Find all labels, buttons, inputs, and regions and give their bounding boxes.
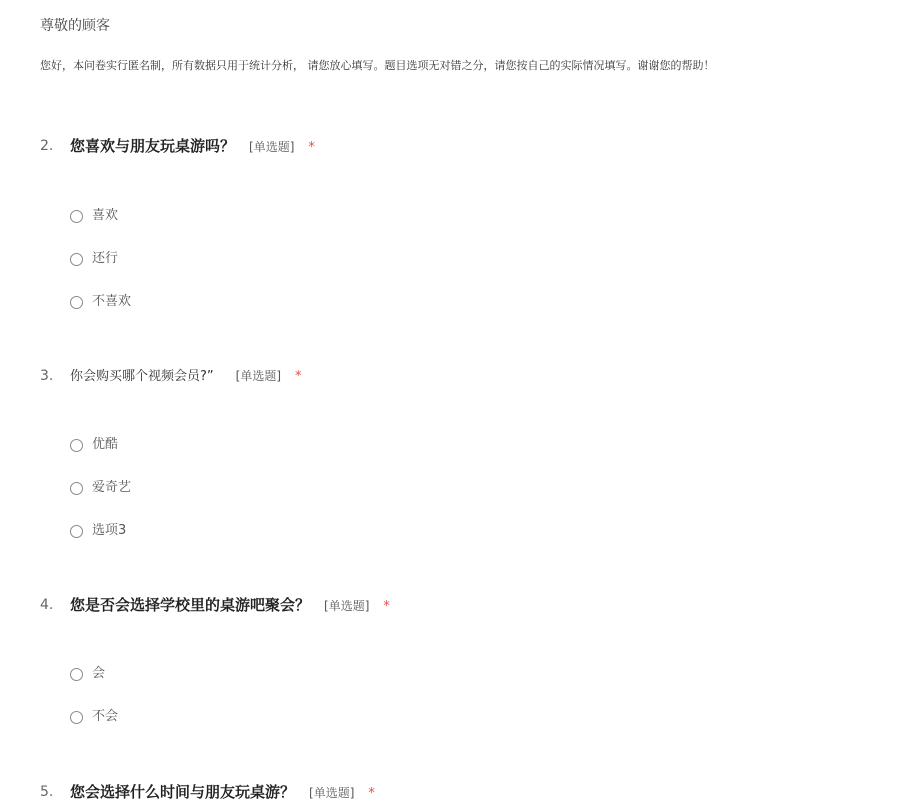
question-type-badge: [单选题] [324, 599, 370, 613]
radio-circle-icon[interactable] [70, 253, 83, 266]
required-marker: * [308, 140, 315, 155]
radio-circle-icon[interactable] [70, 525, 83, 538]
required-marker: * [368, 786, 375, 801]
question-title [70, 781, 375, 805]
question-title [70, 135, 315, 159]
option-label: 会 [92, 666, 106, 681]
option-label: 不喜欢 [92, 294, 132, 309]
radio-circle-icon[interactable] [70, 482, 83, 495]
question-text: 您喜欢与朋友玩桌游吗？ [70, 137, 236, 155]
option-label: 选项3 [92, 523, 127, 538]
option-radio[interactable] [70, 292, 131, 312]
question-type-badge: [单选题] [249, 140, 295, 154]
option-label: 爱奇艺 [92, 480, 132, 495]
radio-circle-icon[interactable] [70, 668, 83, 681]
option-radio[interactable] [70, 664, 105, 684]
radio-circle-icon[interactable] [70, 711, 83, 724]
required-marker: * [295, 369, 302, 384]
question-title [70, 365, 302, 388]
question-type-badge: [单选题] [309, 786, 355, 800]
question-number: 5. [40, 784, 54, 800]
question-number: 4. [40, 597, 54, 613]
option-label: 还行 [92, 251, 119, 266]
option-radio[interactable] [70, 249, 118, 269]
option-label: 不会 [92, 709, 119, 724]
radio-circle-icon[interactable] [70, 210, 83, 223]
question-title [70, 594, 390, 618]
question-number: 3. [40, 368, 54, 384]
option-radio[interactable] [70, 206, 118, 226]
option-radio[interactable] [70, 435, 118, 455]
option-radio[interactable] [70, 521, 126, 541]
survey-intro: 您好，本问卷实行匿名制，所有数据只用于统计分析， 请您放心填写。题目选项无对错之分，请您按自己的实际情况填写。谢谢您的帮助！ [40, 59, 715, 72]
required-marker: * [383, 599, 390, 614]
question-type-badge: [单选题] [235, 369, 282, 383]
survey-greeting: 尊敬的顾客 [40, 18, 110, 34]
option-radio[interactable] [70, 707, 118, 727]
option-label: 优酷 [92, 437, 119, 452]
question-text: 您是否会选择学校里的桌游吧聚会？ [70, 596, 311, 614]
radio-circle-icon[interactable] [70, 439, 83, 452]
option-radio[interactable] [70, 478, 131, 498]
question-text: 您会选择什么时间与朋友玩桌游？ [70, 783, 296, 801]
question-number: 2. [40, 138, 54, 154]
question-text: 你会购买哪个视频会员?” [70, 369, 214, 384]
option-label: 喜欢 [92, 208, 119, 223]
radio-circle-icon[interactable] [70, 296, 83, 309]
